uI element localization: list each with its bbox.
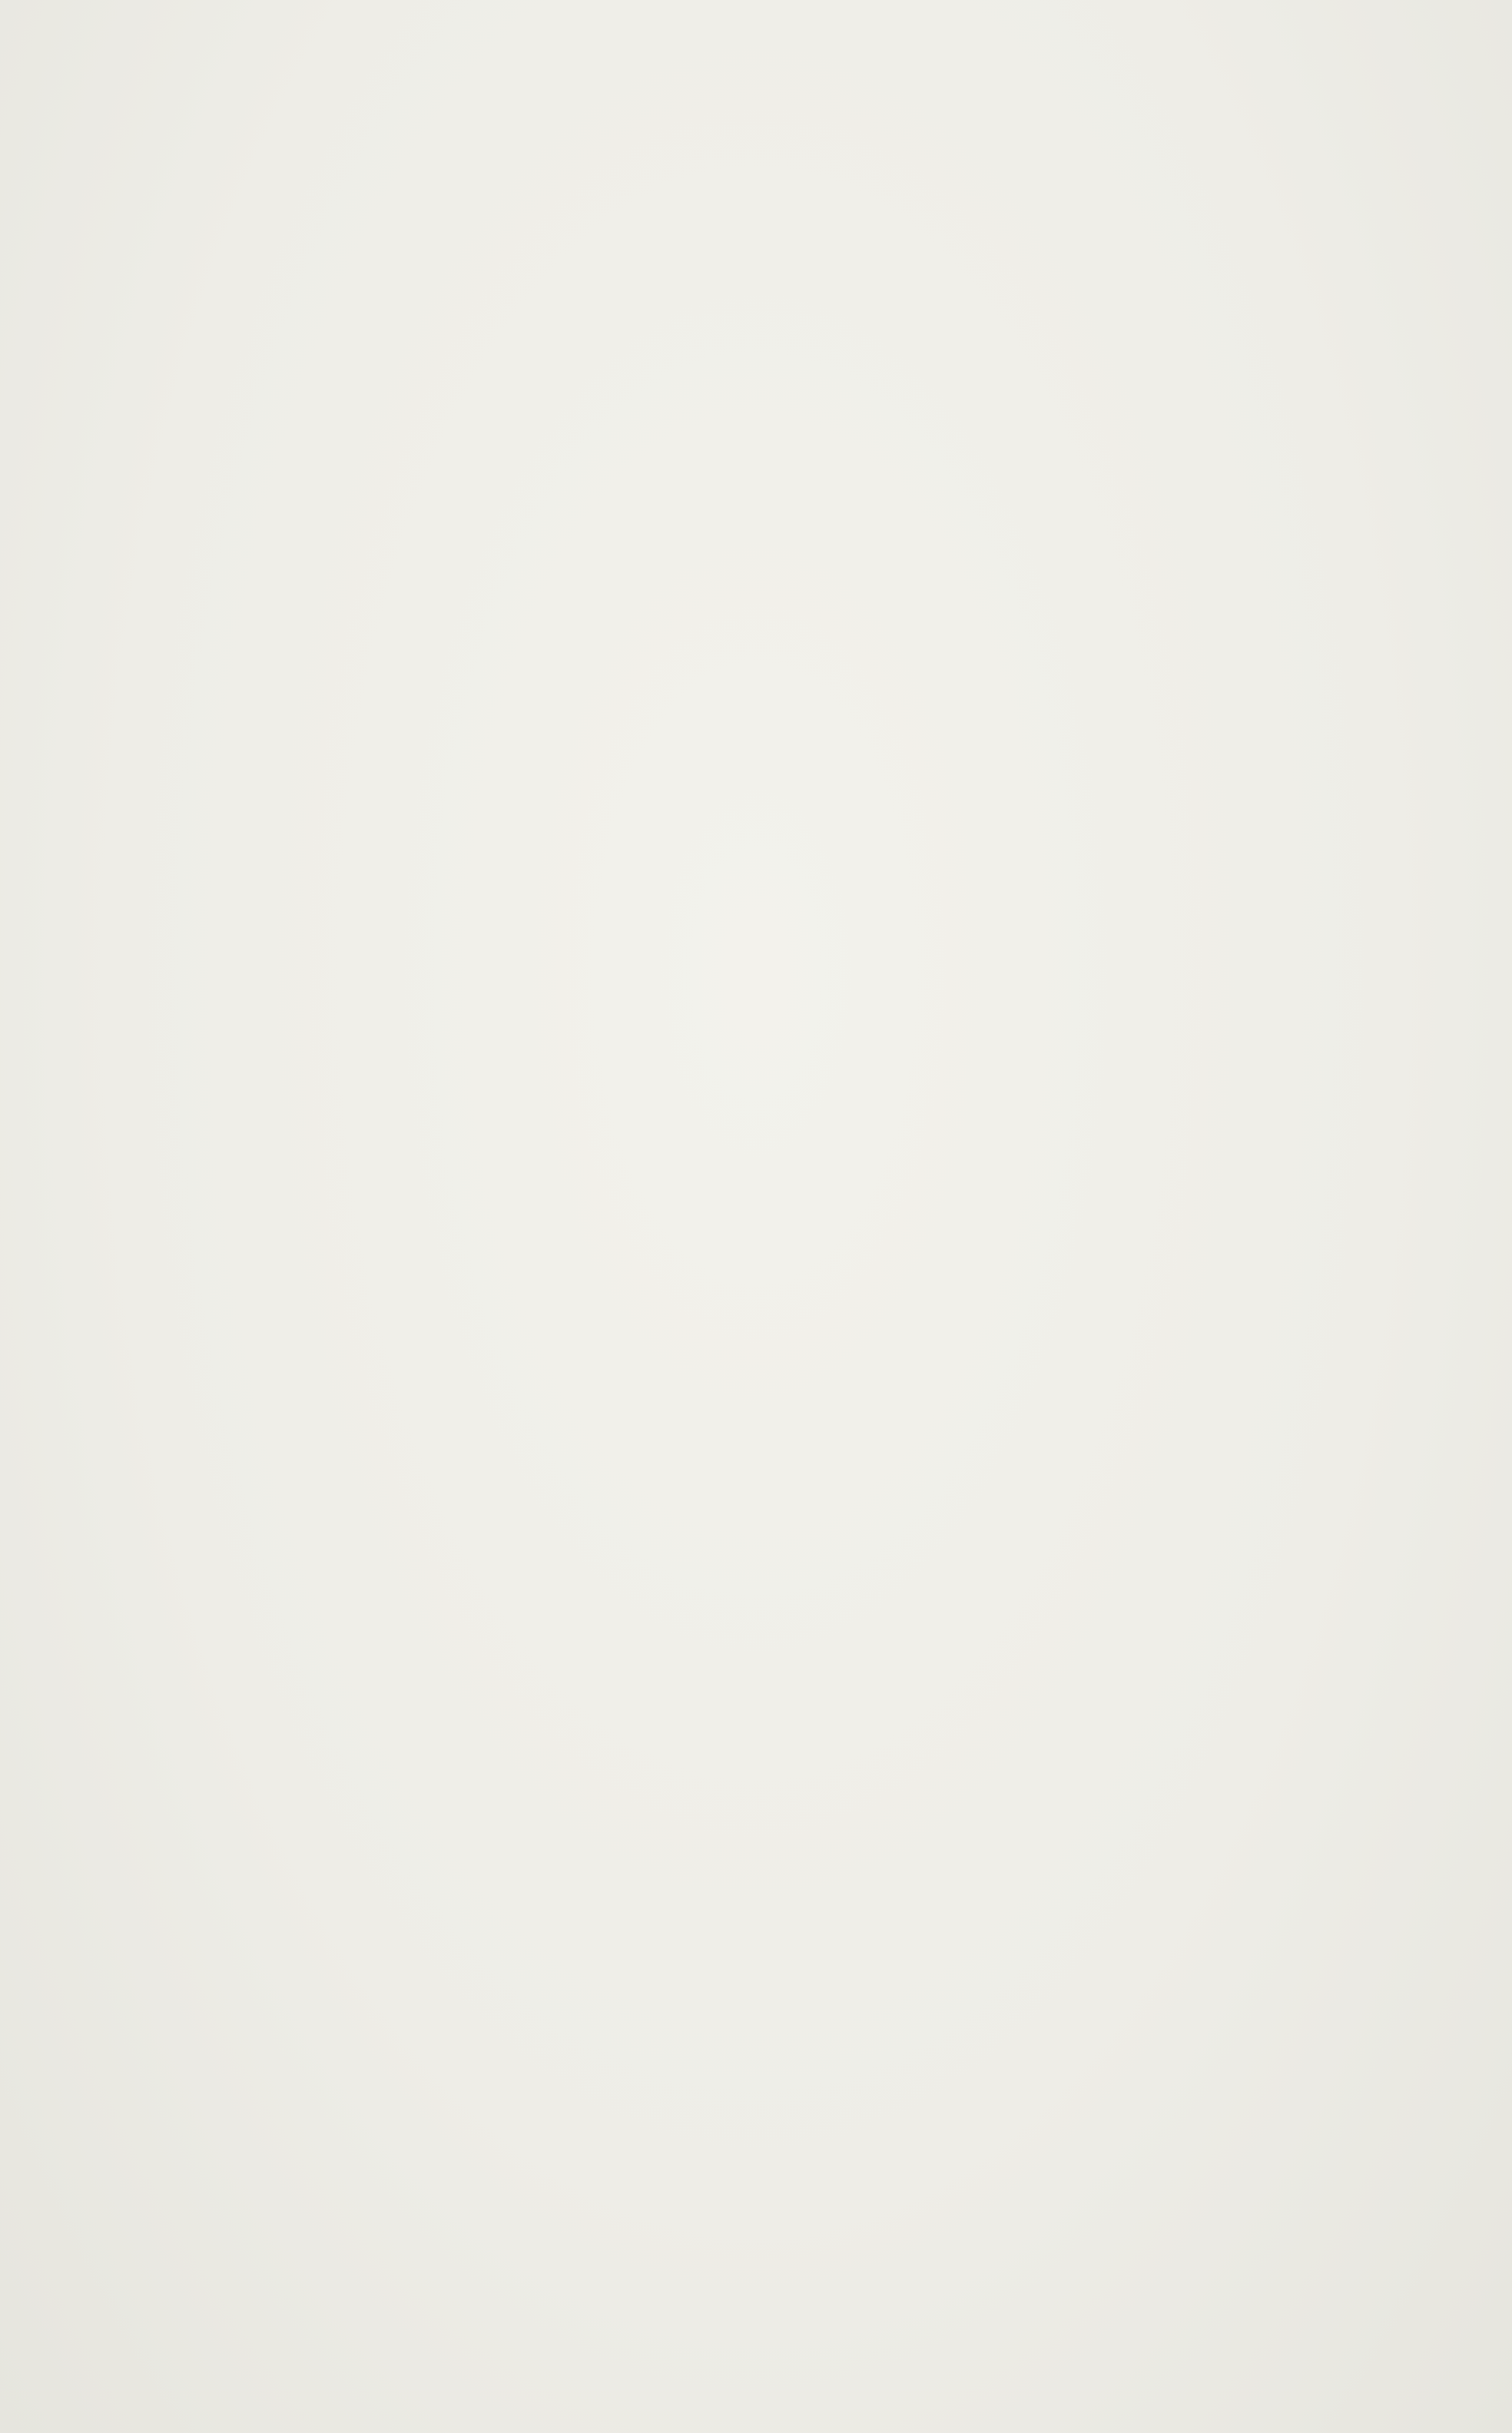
- index-content: [154, 114, 1398, 140]
